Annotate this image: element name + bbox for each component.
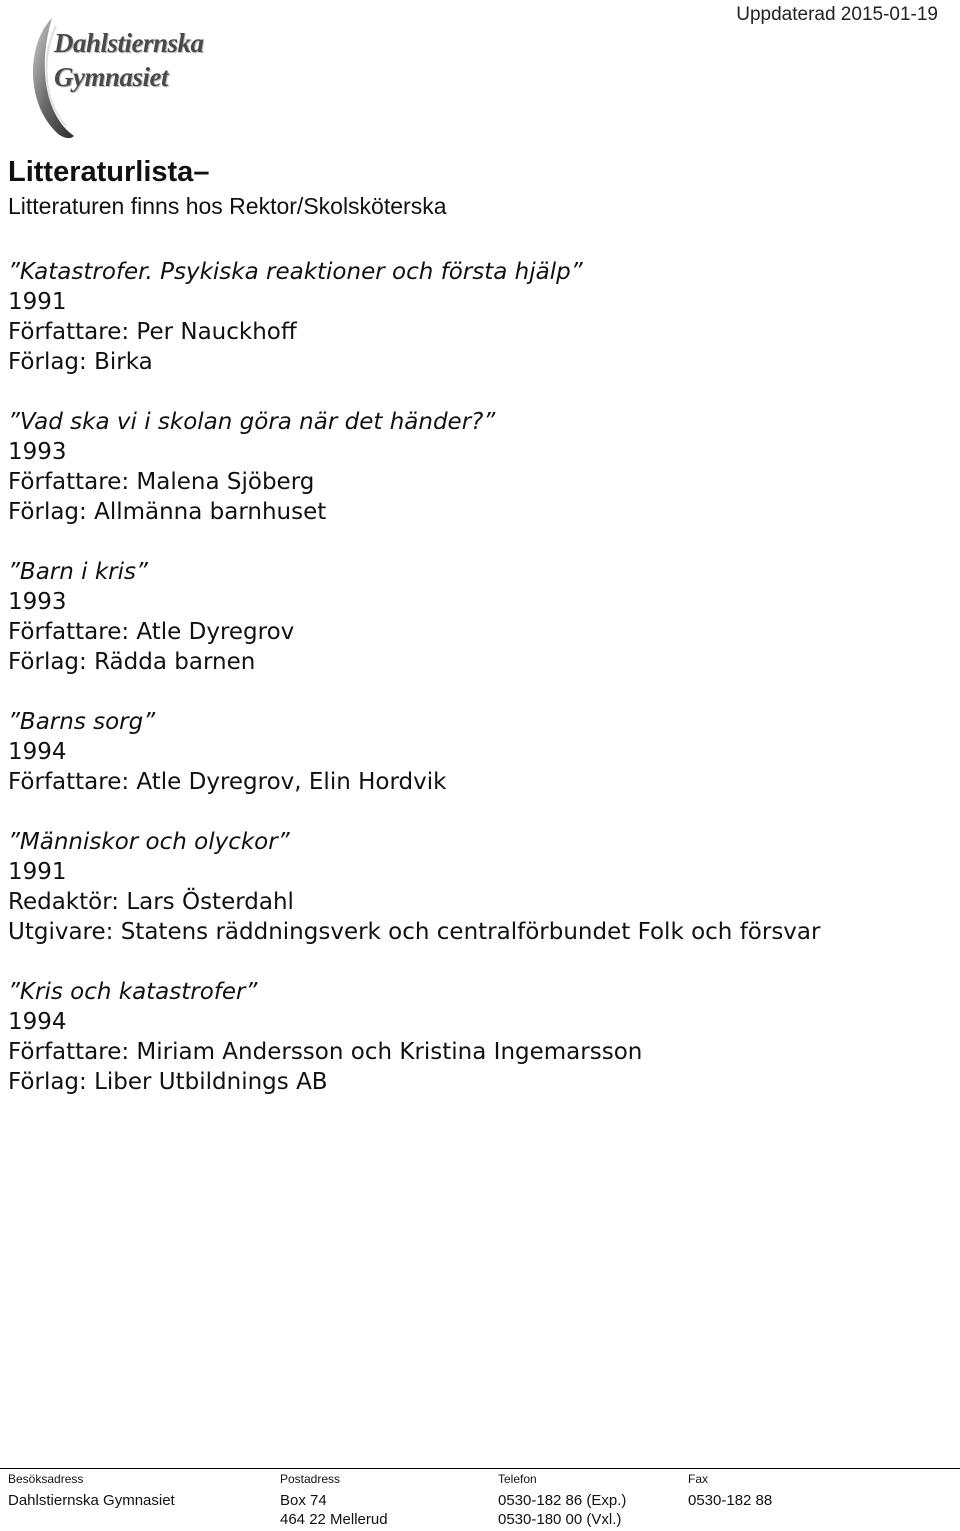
footer-fax-label: Fax bbox=[688, 1472, 709, 1486]
book-year: 1991 bbox=[8, 289, 67, 315]
footer-postal-label: Postadress bbox=[280, 1472, 341, 1486]
book-entry bbox=[8, 407, 960, 527]
book-entry bbox=[8, 977, 960, 1097]
footer-phone-line1: 0530-182 86 (Exp.) bbox=[498, 1492, 627, 1509]
book-editor: Redaktör: Lars Österdahl bbox=[8, 889, 294, 915]
book-author: Författare: Atle Dyregrov, Elin Hordvik bbox=[8, 769, 447, 795]
book-title: ”Vad ska vi i skolan göra när det händer?” bbox=[8, 409, 496, 435]
footer-postal-line1: Box 74 bbox=[280, 1492, 327, 1509]
footer-phone-line2: 0530-180 00 (Vxl.) bbox=[498, 1511, 622, 1528]
book-year: 1994 bbox=[8, 739, 67, 765]
book-year: 1993 bbox=[8, 439, 67, 465]
book-author: Författare: Malena Sjöberg bbox=[8, 469, 315, 495]
book-title: ”Barns sorg” bbox=[8, 709, 156, 735]
book-title: ”Kris och katastrofer” bbox=[8, 979, 258, 1005]
footer-visit-column bbox=[8, 1471, 175, 1510]
book-author: Författare: Atle Dyregrov bbox=[8, 619, 295, 645]
footer-phone-label: Telefon bbox=[498, 1472, 537, 1486]
book-publisher: Förlag: Liber Utbildnings AB bbox=[8, 1069, 328, 1095]
page-subtitle: Litteraturen finns hos Rektor/Skolsköterska bbox=[8, 193, 447, 219]
school-logo bbox=[26, 14, 216, 142]
page-footer bbox=[0, 1468, 960, 1531]
book-entry bbox=[8, 827, 960, 947]
book-publisher: Förlag: Rädda barnen bbox=[8, 649, 256, 675]
footer-visit-value: Dahlstiernska Gymnasiet bbox=[8, 1492, 175, 1509]
book-publisher: Utgivare: Statens räddningsverk och centralförbundet Folk och försvar bbox=[8, 919, 821, 945]
footer-phone-column bbox=[498, 1471, 626, 1529]
updated-date: Uppdaterad 2015-01-19 bbox=[736, 4, 938, 25]
page-title: Litteraturlista– bbox=[8, 156, 210, 188]
book-year: 1991 bbox=[8, 859, 67, 885]
book-year: 1994 bbox=[8, 1009, 67, 1035]
book-publisher: Förlag: Birka bbox=[8, 349, 153, 375]
book-year: 1993 bbox=[8, 589, 67, 615]
footer-fax-column bbox=[688, 1471, 772, 1510]
footer-visit-label: Besöksadress bbox=[8, 1472, 84, 1486]
book-author: Författare: Miriam Andersson och Kristina Ingemarsson bbox=[8, 1039, 643, 1065]
book-author: Författare: Per Nauckhoff bbox=[8, 319, 297, 345]
book-entry bbox=[8, 257, 960, 377]
footer-fax-value: 0530-182 88 bbox=[688, 1492, 773, 1509]
book-title: ”Barn i kris” bbox=[8, 559, 148, 585]
footer-postal-line2: 464 22 Mellerud bbox=[280, 1511, 388, 1528]
book-publisher: Förlag: Allmänna barnhuset bbox=[8, 499, 327, 525]
book-entry bbox=[8, 707, 960, 797]
logo-text-line1: Dahlstiernska bbox=[54, 28, 204, 58]
book-title: ”Människor och olyckor” bbox=[8, 829, 290, 855]
book-title: ”Katastrofer. Psykiska reaktioner och första hjälp” bbox=[8, 259, 583, 285]
footer-postal-column bbox=[280, 1471, 388, 1529]
book-entry bbox=[8, 557, 960, 677]
logo-text-line2: Gymnasiet bbox=[54, 62, 168, 92]
book-list bbox=[8, 257, 960, 1127]
